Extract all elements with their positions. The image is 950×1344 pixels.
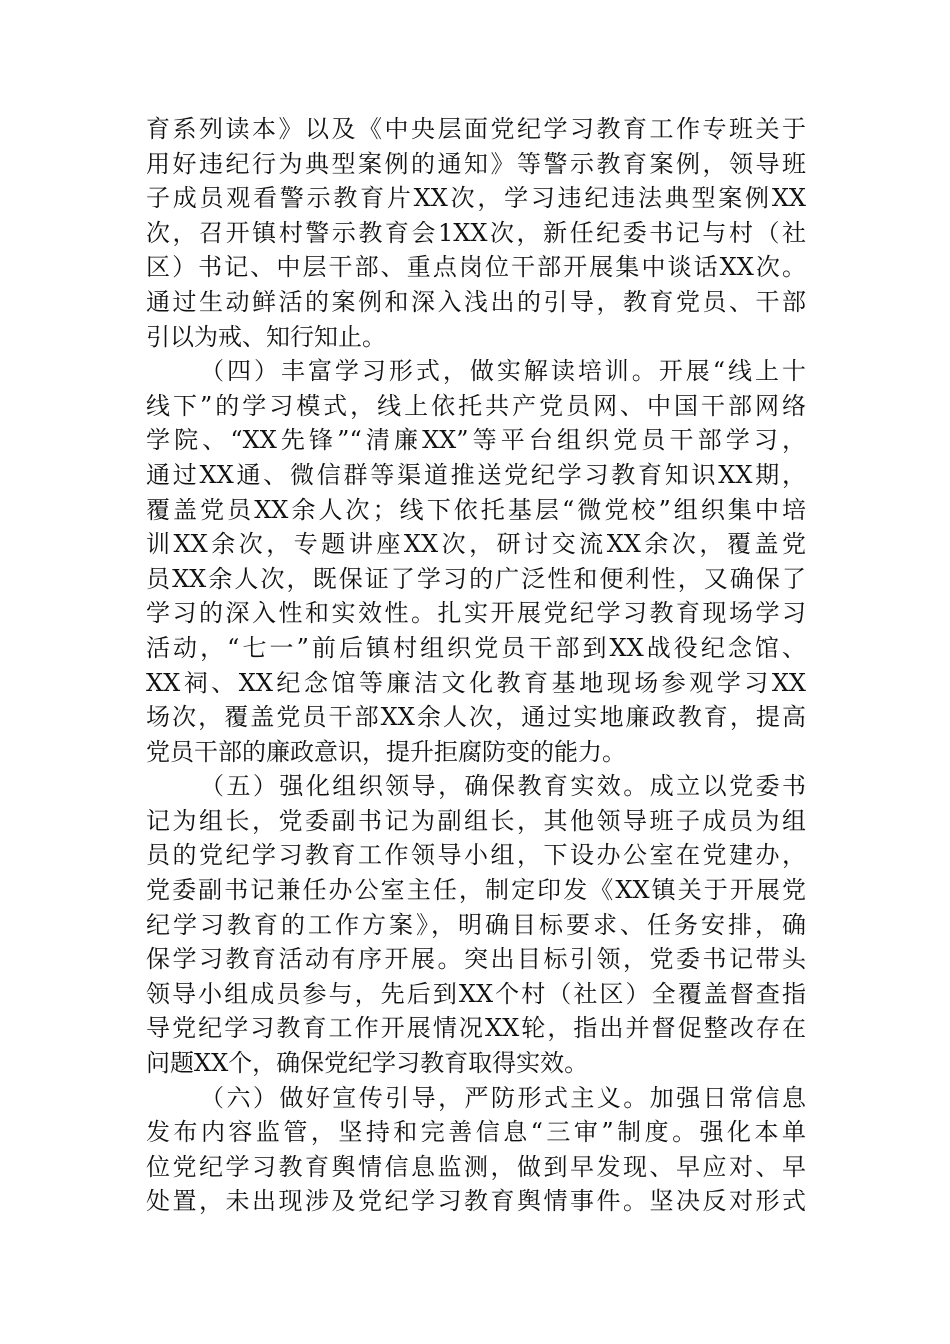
text-line: 党员干部的廉政意识，提升拒腐防变的能力。 <box>146 737 626 766</box>
text-line: 育系列读本》以及《中央层面党纪学习教育工作专班关于 <box>146 115 806 143</box>
text-line: 党委副书记兼任办公室主任，制定印发《XX镇关于开展党 <box>146 876 806 905</box>
document-body <box>146 112 806 1219</box>
text-line: 区）书记、中层干部、重点岗位干部开展集中谈话XX次。 <box>146 253 806 282</box>
text-line: 子成员观看警示教育片XX次，学习违纪违法典型案例XX <box>146 184 806 213</box>
text-line: 员XX余人次，既保证了学习的广泛性和便利性，又确保了 <box>146 564 806 593</box>
text-line: 场次，覆盖党员干部XX余人次，通过实地廉政教育，提高 <box>146 703 806 732</box>
paragraph-four-heading-line: （四）丰富学习形式，做实解读培训。开展“线上十 <box>200 357 806 386</box>
text-line: 处置，未出现涉及党纪学习教育舆情事件。坚决反对形式 <box>146 1187 806 1216</box>
text-line: 导党纪学习教育工作开展情况XX轮，指出并督促整改存在 <box>146 1014 806 1043</box>
text-line: 发布内容监管，坚持和完善信息“三审”制度。强化本单 <box>146 1118 806 1147</box>
text-line: 学院、“XX先锋”“清廉XX”等平台组织党员干部学习， <box>146 426 806 455</box>
text-line: 通过生动鲜活的案例和深入浅出的引导，教育党员、干部 <box>146 287 806 316</box>
text-line: 用好违纪行为典型案例的通知》等警示教育案例，领导班 <box>146 149 806 178</box>
text-line: 活动，“七一”前后镇村组织党员干部到XX战役纪念馆、 <box>146 633 806 662</box>
text-line: 问题XX个，确保党纪学习教育取得实效。 <box>146 1049 589 1078</box>
text-line: 线下”的学习模式，线上依托共产党员网、中国干部网络 <box>146 391 806 420</box>
text-line: 引以为戒、知行知止。 <box>146 322 386 351</box>
paragraph-six-heading-line: （六）做好宣传引导，严防形式主义。加强日常信息 <box>200 1083 806 1112</box>
text-line: 训XX余次，专题讲座XX次，研讨交流XX余次，覆盖党 <box>146 530 806 559</box>
text-line: 记为组长，党委副书记为副组长，其他领导班子成员为组 <box>146 806 806 835</box>
text-line: 通过XX通、微信群等渠道推送党纪学习教育知识XX期， <box>146 460 806 489</box>
text-line: XX祠、XX纪念馆等廉洁文化教育基地现场参观学习XX <box>146 668 806 697</box>
text-line: 学习的深入性和实效性。扎实开展党纪学习教育现场学习 <box>146 599 806 628</box>
text-line: 位党纪学习教育舆情信息监测，做到早发现、早应对、早 <box>146 1152 806 1181</box>
text-line: 员的党纪学习教育工作领导小组，下设办公室在党建办， <box>146 841 806 870</box>
text-line: 纪学习教育的工作方案》，明确目标要求、任务安排，确 <box>146 910 806 939</box>
text-line: 保学习教育活动有序开展。突出目标引领，党委书记带头 <box>146 945 806 974</box>
paragraph-five-heading-line: （五）强化组织领导，确保教育实效。成立以党委书 <box>200 772 806 801</box>
text-line: 次，召开镇村警示教育会1XX次，新任纪委书记与村（社 <box>146 218 806 247</box>
text-line: 领导小组成员参与，先后到XX个村（社区）全覆盖督查指 <box>146 979 806 1008</box>
text-line: 覆盖党员XX余人次；线下依托基层“微党校”组织集中培 <box>146 495 806 524</box>
